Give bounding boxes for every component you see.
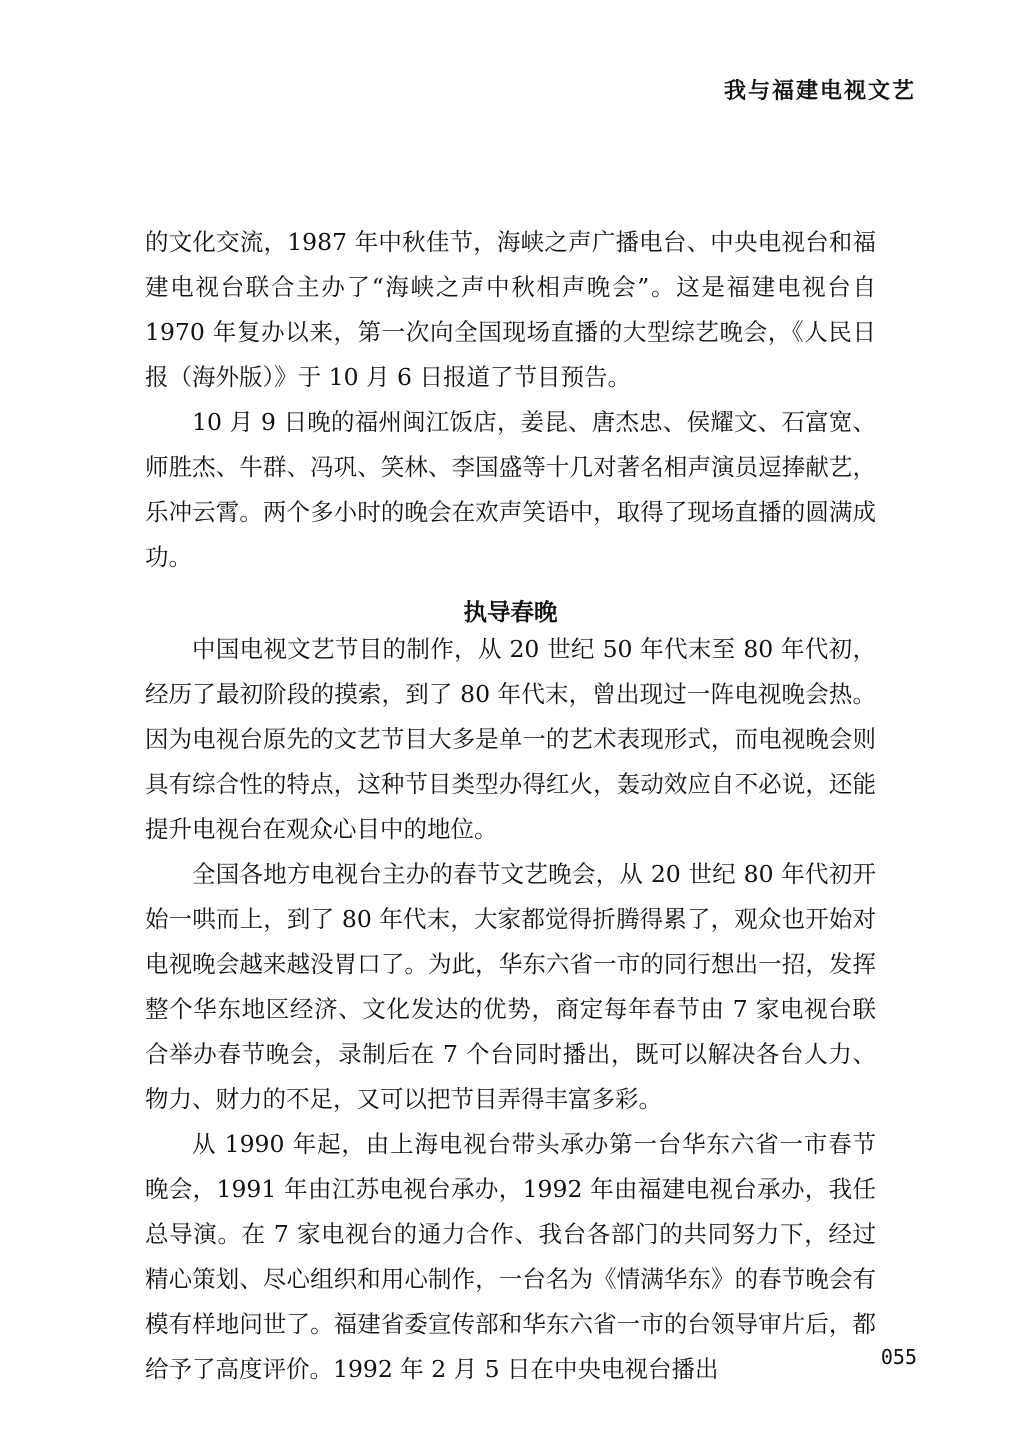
paragraph: 10 月 9 日晚的福州闽江饭店，姜昆、唐杰忠、侯耀文、石富宽、师胜杰、牛群、冯巩、笑林、李国盛等十几对著名相声演员逗捧献艺，乐冲云霄。两个多小时的晚会在欢声笑语中，取得了现场直播的圆满成功。 [145, 408, 876, 571]
paragraph-continued: 的文化交流，1987 年中秋佳节，海峡之声广播电台、中央电视台和福建电视台联合主办了“海峡之声中秋相声晚会”。这是福建电视台自 1970 年复办以来，第一次向全国现场直播的大型综艺晚会，《人民日报（海外版）》于 10 月 6 日报道了节目预告。 [145, 228, 876, 391]
paragraph: 从 1990 年起，由上海电视台带头承办第一台华东六省一市春节晚会，1991 年由江苏电视台承办，1992 年由福建电视台承办，我任总导演。在 7 家电视台的通力合作、我台各部门的共同努力下，经过精心策划、尽心组织和用心制作，一台名为《情满华东》的春节晚会有模有样地问世了。福建省委宣传部和华东六省一市的台领导审片后，都给予了高度评价。1992 年 2 月 5 日在中央电视台播出 [145, 1130, 876, 1383]
paragraph: 中国电视文艺节目的制作，从 20 世纪 50 年代末至 80 年代初，经历了最初阶段的摸索，到了 80 年代末，曾出现过一阵电视晚会热。因为电视台原先的文艺节目大多是单一的艺术表现形式，而电视晚会则具有综合性的特点，这种节目类型办得红火，轰动效应自不必说，还能提升电视台在观众心目中的地位。 [145, 635, 876, 843]
page-number: 055 [880, 1345, 917, 1369]
section-one-body [145, 220, 876, 580]
section-two-body [145, 627, 876, 1392]
section-heading: 执导春晚 [463, 598, 558, 626]
paragraph: 全国各地方电视台主办的春节文艺晚会，从 20 世纪 80 年代初开始一哄而上，到了 80 年代末，大家都觉得折腾得累了，观众也开始对电视晚会越来越没胃口了。为此，华东六省一市的同行想出一招，发挥整个华东地区经济、文化发达的优势，商定每年春节由 7 家电视台联合举办春节晚会，录制后在 7 个台同时播出，既可以解决各台人力、物力、财力的不足，又可以把节目弄得丰富多彩。 [145, 860, 876, 1113]
running-head-title: 我与福建电视文艺 [723, 79, 916, 104]
